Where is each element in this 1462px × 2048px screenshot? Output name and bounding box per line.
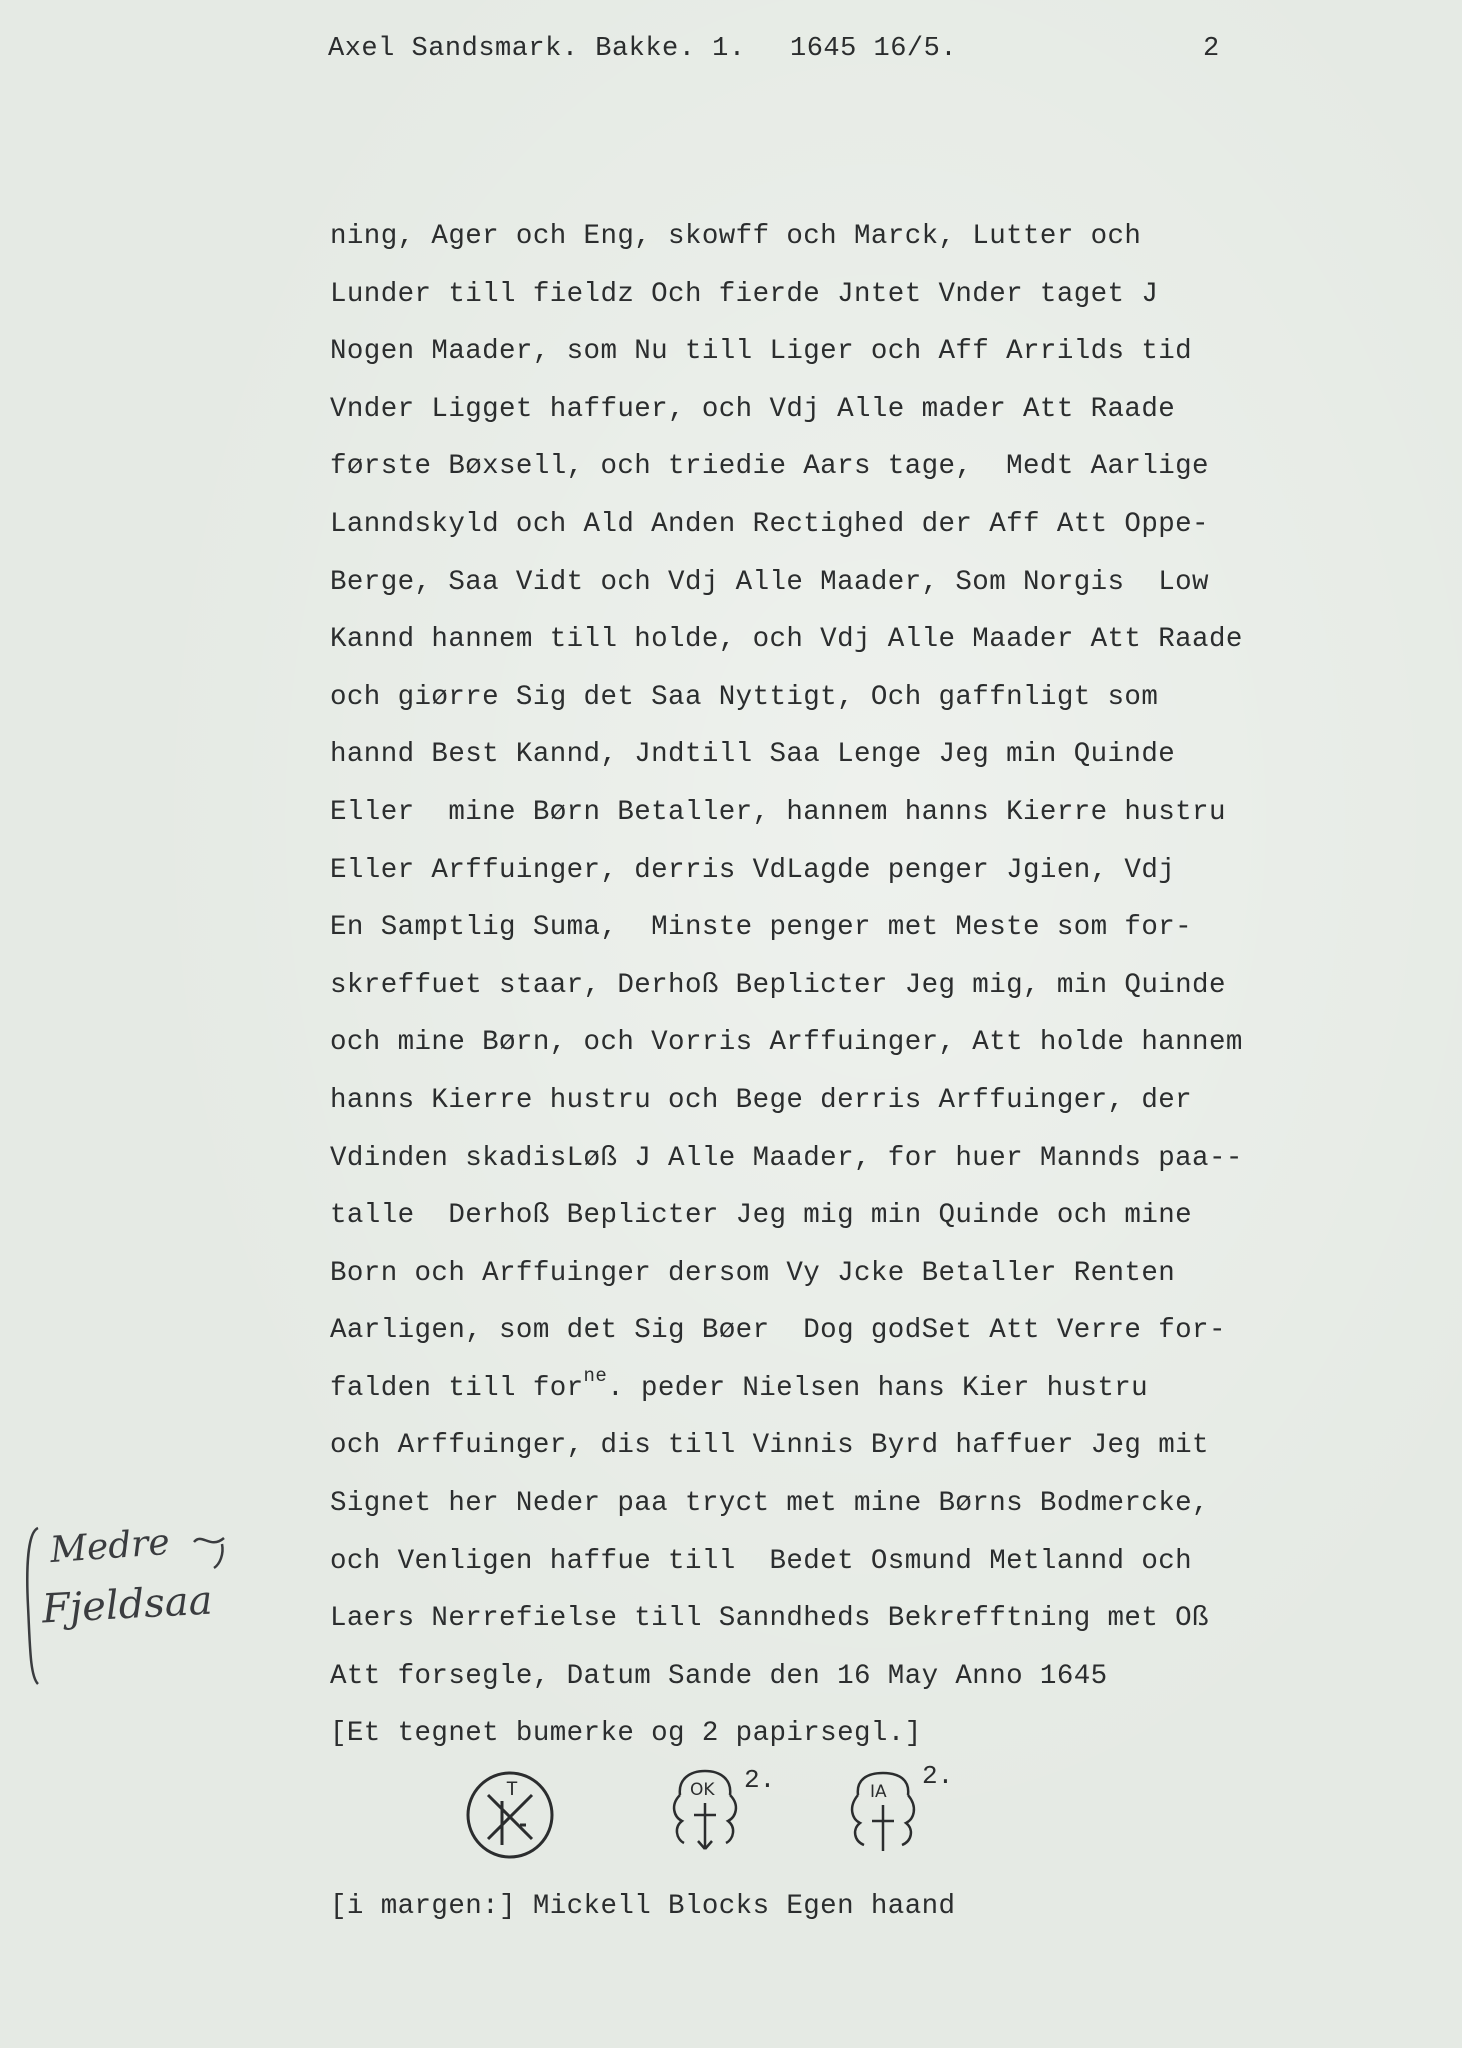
seal-drawings (460, 1761, 1060, 1885)
tilde-mark-icon (190, 1530, 230, 1570)
header-date: 1645 16/5. (790, 34, 958, 64)
text-line: Signet her Neder paa tryct met mine Børns Bodmercke, (330, 1488, 1209, 1520)
text-line: [Et tegnet bumerke og 2 papirsegl.] (330, 1718, 922, 1750)
text-line: skreffuet staar, Derhoß Beplicter Jeg mig, min Quinde (330, 969, 1226, 1001)
text-line: Aarligen, som det Sig Bøer Dog godSet Att Verre for- (330, 1315, 1226, 1347)
seal-initials: OK (690, 1780, 715, 1800)
margin-footer-line: [i margen:] Mickell Blocks Egen haand (330, 1891, 956, 1922)
superscript: ne (583, 1364, 608, 1387)
text-line: Nogen Maader, som Nu till Liger och Aff Arrilds tid (330, 336, 1193, 368)
transcription-body (330, 222, 1330, 1777)
page-number: 2 (1203, 34, 1220, 64)
house-mark-seal (460, 1765, 560, 1865)
paper-seal-ok (660, 1765, 780, 1875)
text-line: Att forsegle, Datum Sande den 16 May Anno 1645 (330, 1660, 1108, 1692)
text-line: Berge, Saa Vidt och Vdj Alle Maader, Som Norgis Low (330, 566, 1209, 598)
text-line: och Venligen haffue till Bedet Osmund Metlannd och (330, 1545, 1193, 1577)
text-line: Laers Nerrefielse till Sanndheds Bekrefftning met Oß (330, 1603, 1209, 1635)
text-line: første Bøxsell, och triedie Aars tage, Medt Aarlige (330, 451, 1209, 483)
seal-emblem-icon (660, 1765, 750, 1865)
seal-letter: T (506, 1779, 519, 1802)
text-line: och Arffuinger, dis till Vinnis Byrd haffuer Jeg mit (330, 1430, 1209, 1462)
line-segment: falden till for (330, 1372, 584, 1404)
page-header (328, 34, 1328, 74)
text-line: ning, Ager och Eng, skowff och Marck, Lutter och (330, 221, 1142, 252)
text-line: hannd Best Kannd, Jndtill Saa Lenge Jeg min Quinde (330, 739, 1176, 771)
text-line: Vdinden skadisLøß J Alle Maader, for huer Mannds paa-- (330, 1142, 1243, 1174)
text-line: Kannd hannem till holde, och Vdj Alle Maader Att Raade (330, 624, 1243, 656)
text-line: Lunder till fieldz Och fierde Jntet Vnder taget J (330, 278, 1159, 310)
text-line: och giørre Sig det Saa Nyttigt, Och gaffnligt som (330, 681, 1159, 713)
text-line: och mine Børn, och Vorris Arffuinger, Att holde hannem (330, 1027, 1243, 1059)
paper-seal-ia (838, 1761, 958, 1875)
text-line: Vnder Ligget haffuer, och Vdj Alle mader Att Raade (330, 393, 1176, 425)
handwritten-margin-note (14, 1520, 254, 1700)
header-title: Axel Sandsmark. Bakke. 1. (328, 34, 746, 64)
text-line: Lanndskyld och Ald Anden Rectighed der Aff Att Oppe- (330, 508, 1209, 540)
seal-emblem-icon (838, 1765, 928, 1865)
seal-note: 2. (744, 1765, 776, 1795)
text-line: hanns Kierre hustru och Bege derris Arffuinger, der (330, 1084, 1193, 1116)
text-line: En Samptlig Suma, Minste penger met Meste som for- (330, 912, 1193, 944)
seal-note: 2. (922, 1761, 954, 1791)
seal-initials: IA (870, 1782, 887, 1802)
house-mark-icon (460, 1765, 560, 1865)
text-line: talle Derhoß Beplicter Jeg mig min Quinde och mine (330, 1200, 1193, 1232)
text-line: Eller Arffuinger, derris VdLagde penger Jgien, Vdj (330, 854, 1176, 886)
margin-note-line: Fjeldsaa (40, 1577, 214, 1633)
bracket-icon (22, 1526, 42, 1686)
text-line-with-superscript (330, 1364, 1330, 1432)
text-line: Eller mine Børn Betaller, hannem hanns Kierre hustru (330, 796, 1226, 828)
margin-note-line: Medre (48, 1521, 172, 1572)
line-segment: . peder Nielsen hans Kier hustru (607, 1372, 1149, 1404)
text-line: Born och Arffuinger dersom Vy Jcke Betaller Renten (330, 1257, 1176, 1289)
